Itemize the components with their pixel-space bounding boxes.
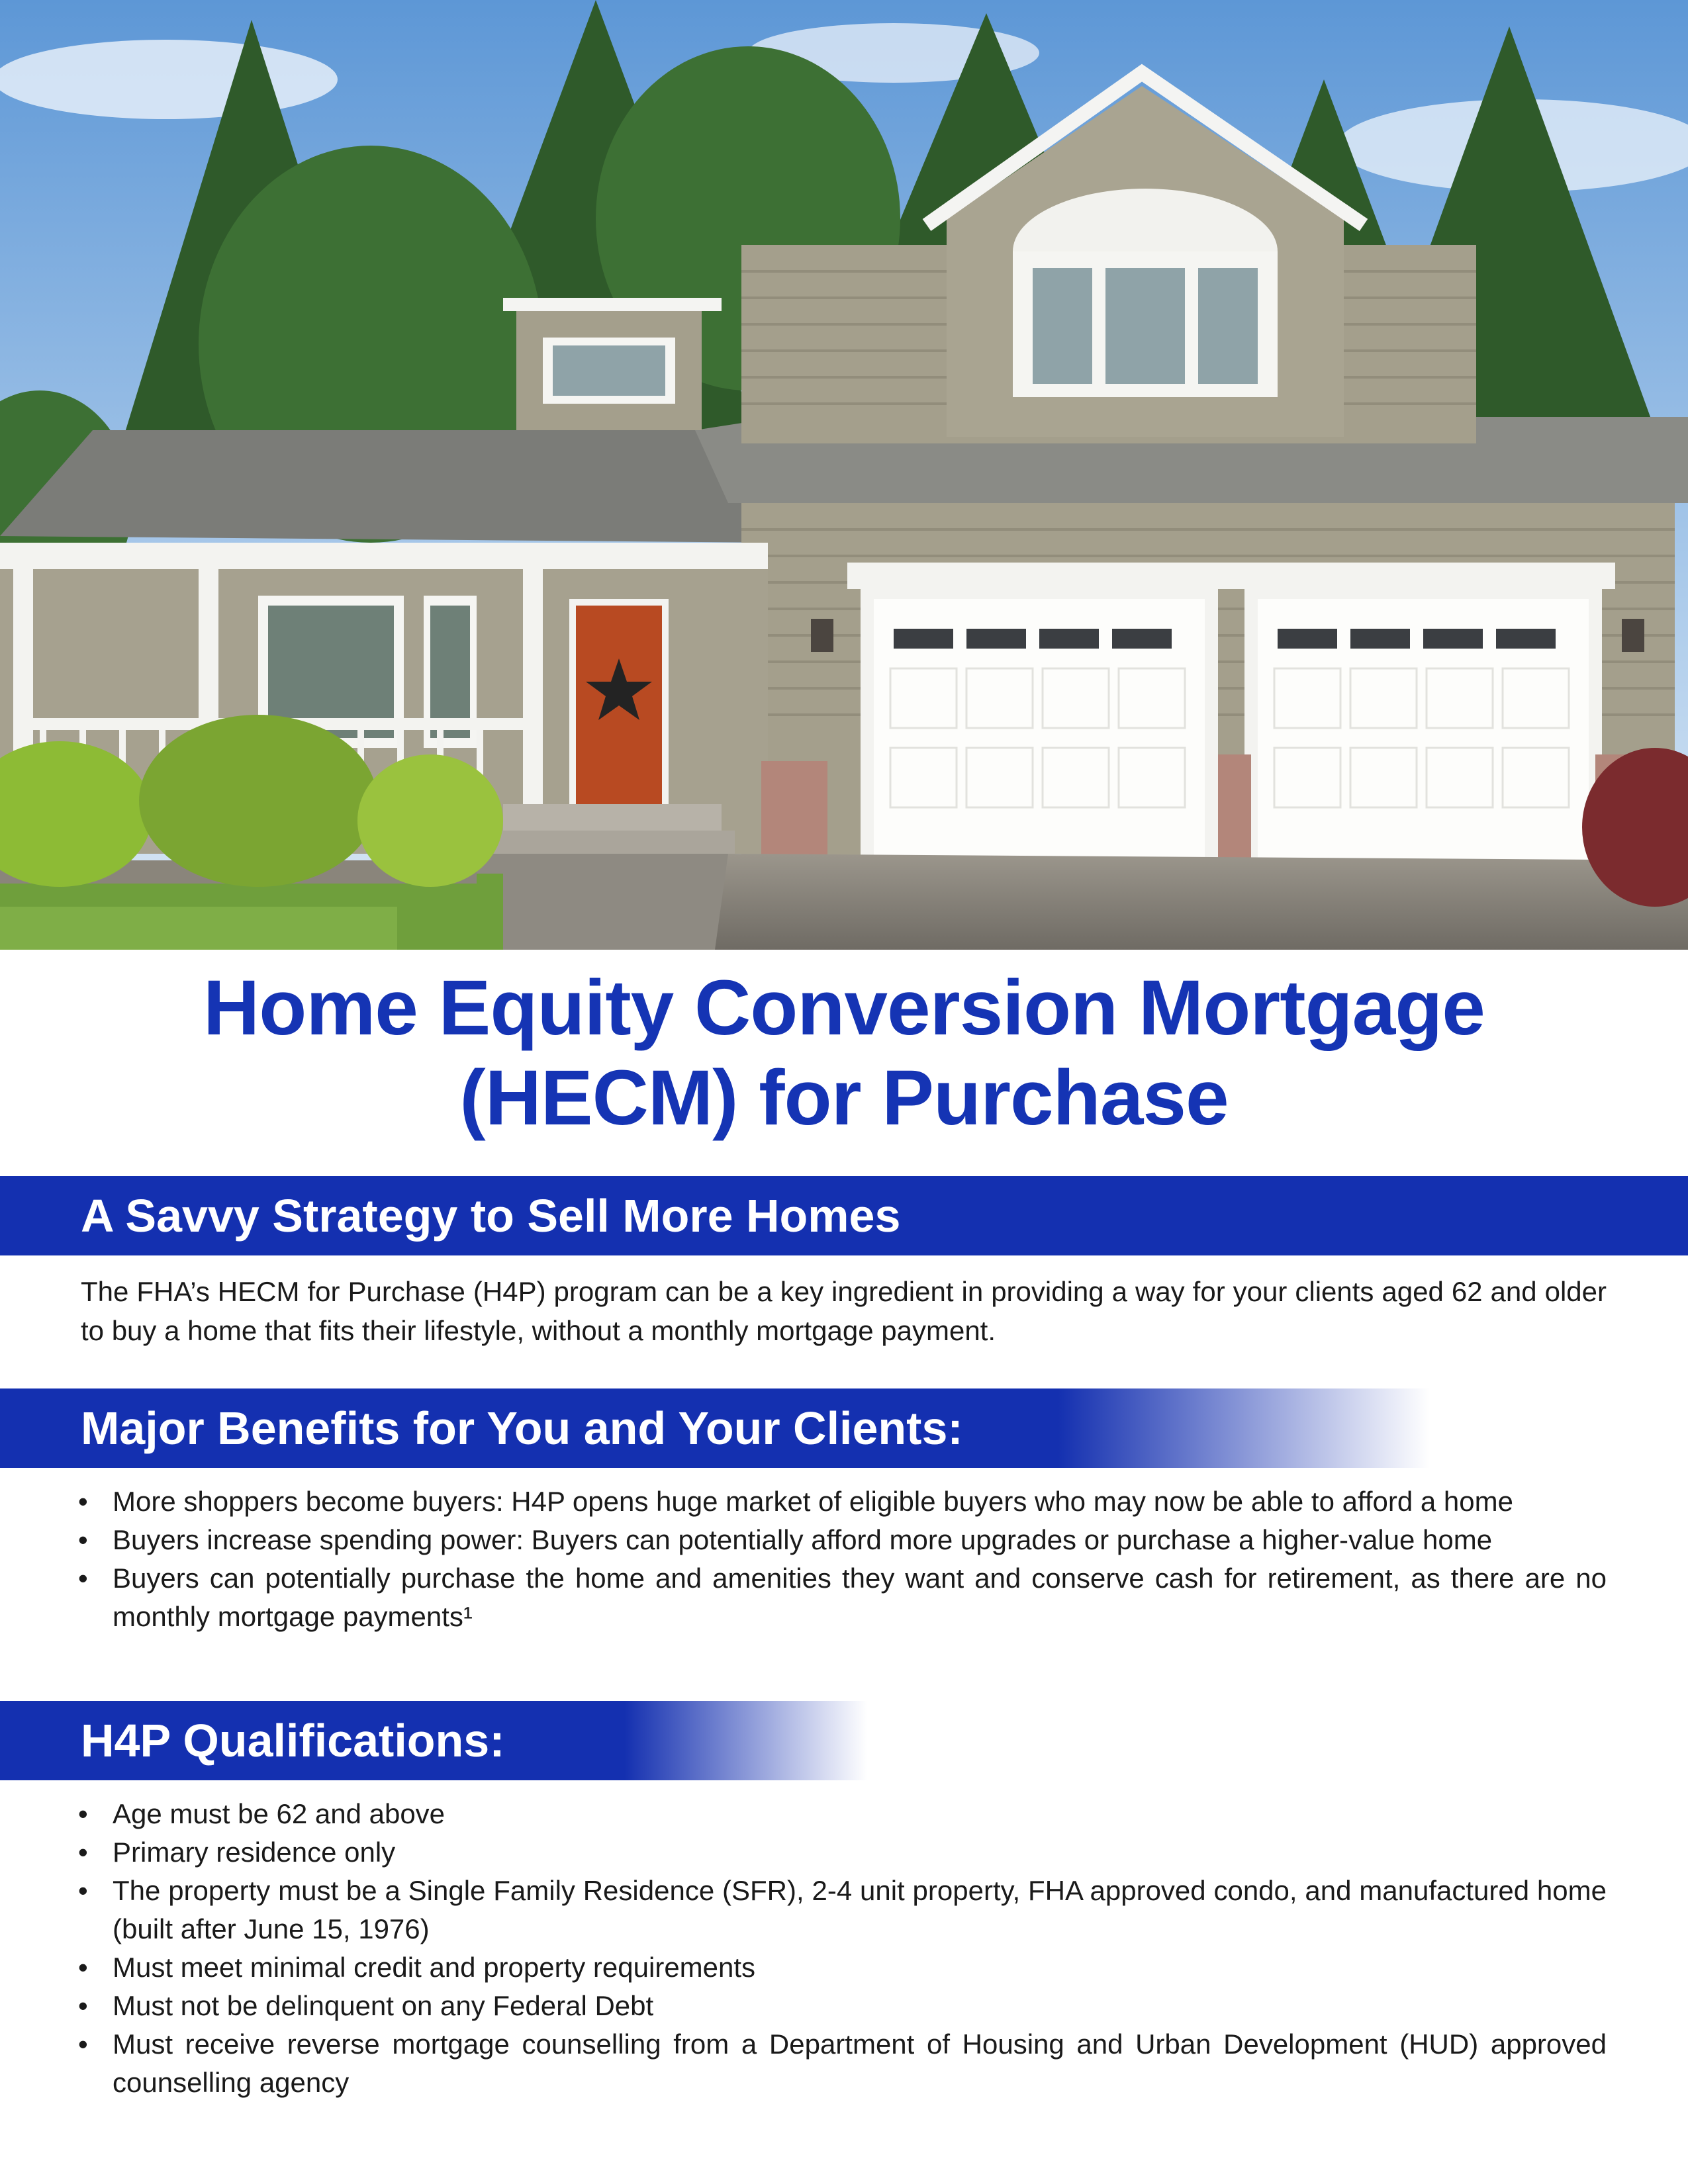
intro-paragraph: The FHA’s HECM for Purchase (H4P) program can be a key ingredient in providing a way for your clients aged 62 and older to buy a home that fits their lifestyle, without a monthly mortgage payment. bbox=[81, 1276, 1607, 1346]
bullet-icon: • bbox=[78, 1837, 88, 1868]
bullet-icon: • bbox=[78, 1875, 88, 1906]
bullet-icon: • bbox=[78, 1952, 88, 1983]
section-heading-benefits: Major Benefits for You and Your Clients: bbox=[0, 1388, 1430, 1468]
section-heading-strategy: A Savvy Strategy to Sell More Homes bbox=[0, 1176, 1688, 1255]
list-item: • Age must be 62 and above bbox=[0, 1795, 1607, 1833]
benefits-list bbox=[0, 1482, 1607, 1636]
list-item: • Must meet minimal credit and property requirements bbox=[0, 1948, 1607, 1987]
page-title-line-1: Home Equity Conversion Mortgage bbox=[203, 964, 1485, 1052]
list-item: • Must not be delinquent on any Federal Debt bbox=[0, 1987, 1607, 2025]
hero-house-photo bbox=[0, 0, 1688, 950]
list-item: • Must receive reverse mortgage counselling from a Department of Housing and Urban Development (HUD) approved counselling agency bbox=[0, 2025, 1607, 2102]
list-item: • The property must be a Single Family Residence (SFR), 2-4 unit property, FHA approved condo, and manufactured home (built after June 15, 1976) bbox=[0, 1872, 1607, 1948]
bullet-icon: • bbox=[78, 1524, 88, 1555]
qualifications-list bbox=[0, 1795, 1607, 2102]
bullet-icon: • bbox=[78, 1486, 88, 1517]
page-title-line-2: (HECM) for Purchase bbox=[459, 1054, 1229, 1142]
list-item: • Primary residence only bbox=[0, 1833, 1607, 1872]
bullet-icon: • bbox=[78, 1990, 88, 2021]
bullet-icon: • bbox=[78, 1798, 88, 1829]
page-title bbox=[0, 963, 1688, 1143]
bullet-icon: • bbox=[78, 1563, 88, 1594]
list-item: • Buyers can potentially purchase the home and amenities they want and conserve cash for retirement, as there are no monthly mortgage payments¹ bbox=[0, 1559, 1607, 1636]
section-heading-qualifications: H4P Qualifications: bbox=[0, 1701, 867, 1780]
list-item: • More shoppers become buyers: H4P opens huge market of eligible buyers who may now be able to afford a home bbox=[0, 1482, 1607, 1521]
house-illustration bbox=[0, 0, 1688, 950]
bullet-icon: • bbox=[78, 2028, 88, 2060]
list-item: • Buyers increase spending power: Buyers can potentially afford more upgrades or purchase a higher-value home bbox=[0, 1521, 1607, 1559]
